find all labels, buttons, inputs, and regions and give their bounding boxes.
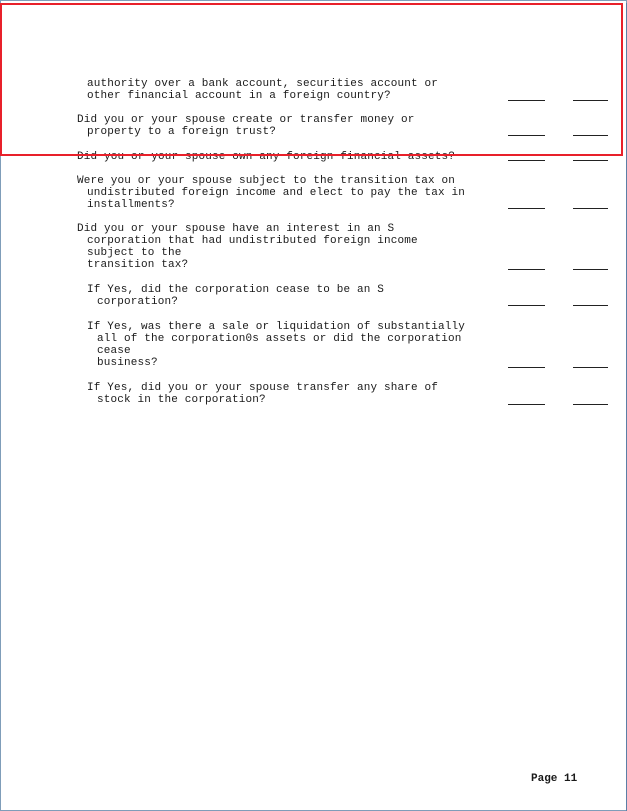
question-5c-line-1: If Yes, did you or your spouse transfer any share of (87, 382, 439, 394)
question-5a-no-blank[interactable] (573, 305, 608, 306)
question-5b-line-4: business? (97, 357, 158, 369)
question-3-yes-blank[interactable] (508, 160, 545, 161)
selection-highlight (0, 3, 623, 156)
question-5c-no-blank[interactable] (573, 404, 608, 405)
question-4-no-blank[interactable] (573, 208, 608, 209)
question-3-line-1: Did you or your spouse own any foreign financial assets? (77, 151, 456, 163)
question-5b-line-1: If Yes, was there a sale or liquidation of substantially (87, 321, 466, 333)
question-5a-line-2: corporation? (97, 296, 179, 308)
question-5a-line-1: If Yes, did the corporation cease to be an S (87, 284, 385, 296)
question-5-line-2: corporation that had undistributed foreign income (87, 235, 418, 247)
question-5c-line-2: stock in the corporation? (97, 394, 266, 406)
question-5-no-blank[interactable] (573, 269, 608, 270)
question-5-line-3: subject to the (87, 247, 182, 259)
question-5b-line-3: cease (97, 345, 131, 357)
question-1-line-1: authority over a bank account, securities account or (87, 78, 439, 90)
question-5-yes-blank[interactable] (508, 269, 545, 270)
question-2-line-2: property to a foreign trust? (87, 126, 277, 138)
question-5b-line-2: all of the corporation0s assets or did the corporation (97, 333, 462, 345)
question-4-line-2: undistributed foreign income and elect to pay the tax in (87, 187, 466, 199)
question-5-line-4: transition tax? (87, 259, 189, 271)
question-5a-yes-blank[interactable] (508, 305, 545, 306)
page-number: Page 11 (531, 773, 578, 785)
question-5-line-1: Did you or your spouse have an interest in an S (77, 223, 395, 235)
question-2-line-1: Did you or your spouse create or transfer money or (77, 114, 415, 126)
question-4-line-3: installments? (87, 199, 175, 211)
question-5c-yes-blank[interactable] (508, 404, 545, 405)
question-1-line-2: other financial account in a foreign country? (87, 90, 391, 102)
question-5b-yes-blank[interactable] (508, 367, 545, 368)
question-5b-no-blank[interactable] (573, 367, 608, 368)
question-3-no-blank[interactable] (573, 160, 608, 161)
question-4-yes-blank[interactable] (508, 208, 545, 209)
question-4-line-1: Were you or your spouse subject to the transition tax on (77, 175, 456, 187)
